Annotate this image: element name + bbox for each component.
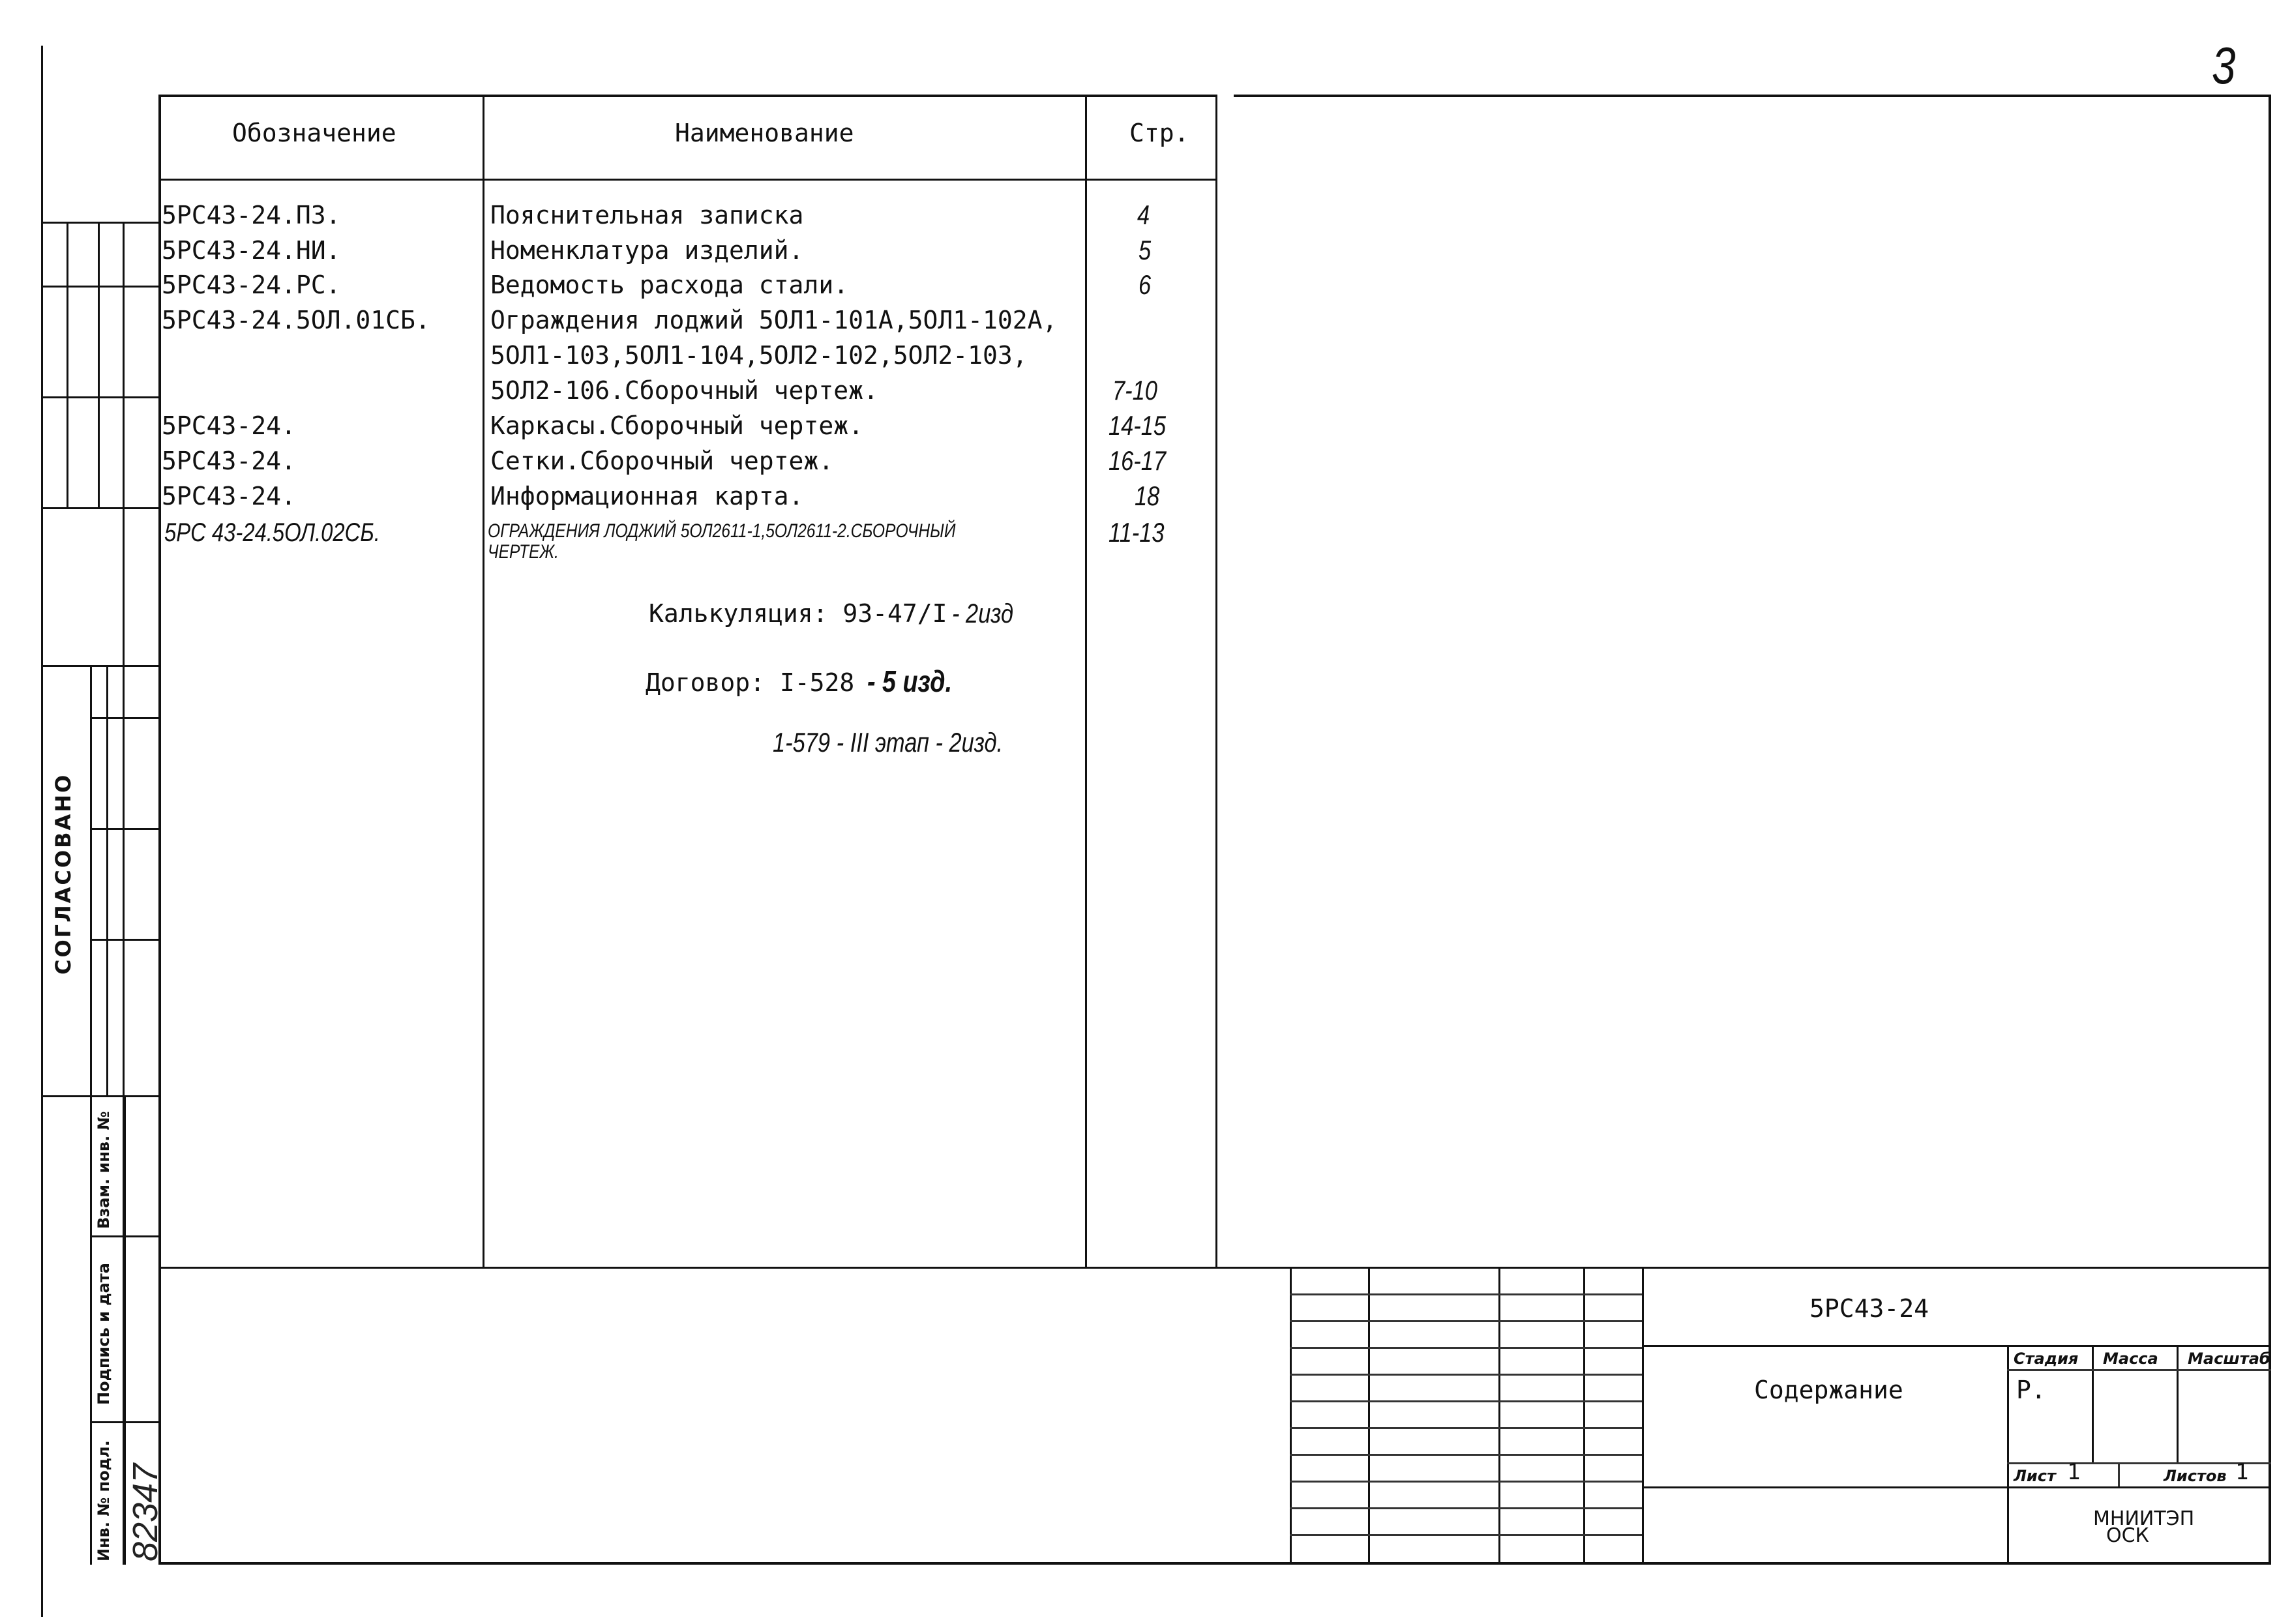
side-col-e	[106, 665, 108, 1095]
rev-row-3	[1290, 1347, 1642, 1349]
tb-line-sheet	[2007, 1462, 2271, 1464]
row-1-page: 4	[1137, 199, 1150, 230]
row-6-page: 16-17	[1109, 445, 1167, 476]
binding-line	[41, 46, 43, 1617]
page-number: 3	[2212, 37, 2236, 95]
side-h-5	[41, 665, 158, 667]
rev-row-6	[1290, 1427, 1642, 1429]
tb-col-mass	[2092, 1345, 2094, 1462]
tb-col-stage	[2007, 1345, 2009, 1565]
row-2-name: Номенклатура изделий.	[490, 236, 804, 265]
rev-col-4	[1642, 1267, 1644, 1565]
sign-date-label: Подпись и дата	[95, 1263, 113, 1405]
calc-label: Калькуляция: 93-47/I	[649, 599, 947, 628]
row-2-page: 5	[1139, 235, 1152, 265]
header-page: Стр.	[1129, 119, 1189, 147]
stage-value: Р.	[2016, 1376, 2046, 1404]
row-4-page: 7-10	[1112, 375, 1157, 406]
rev-row-9	[1290, 1507, 1642, 1509]
organization-dept: ОСК	[2106, 1524, 2149, 1547]
row-1-name: Пояснительная записка	[490, 201, 804, 229]
inv-orig-label: Инв. № подл.	[95, 1440, 113, 1561]
document-code: 5РС43-24	[1809, 1294, 1929, 1323]
side-h-8	[90, 939, 158, 941]
document-title: Содержание	[1754, 1376, 1903, 1404]
contract-value: - 5 изд.	[867, 664, 953, 698]
rev-col-2	[1498, 1267, 1500, 1565]
row-1-designation: 5РС43-24.ПЗ.	[162, 201, 341, 229]
row-8-name-line-2: ЧЕРТЕЖ.	[488, 541, 559, 563]
table-header-line	[158, 179, 1217, 181]
exchange-inv-label: Взам. инв. №	[95, 1111, 113, 1229]
calc-value: - 2изд	[952, 598, 1014, 628]
header-designation: Обозначение	[232, 119, 396, 147]
side-col-c	[67, 222, 68, 509]
rev-row-10	[1290, 1534, 1642, 1536]
row-6-designation: 5РС43-24.	[162, 447, 296, 475]
row-8-page: 11-13	[1109, 517, 1165, 548]
row-3-page: 6	[1139, 269, 1152, 300]
agreed-label: СОГЛАСОВАНО	[51, 773, 76, 975]
side-col-a	[90, 665, 92, 1565]
main-frame	[158, 95, 2271, 1565]
tb-line-stage	[2007, 1369, 2271, 1371]
inv-number: 82347	[126, 1463, 165, 1561]
stage-line: 1-579 - III этап - 2изд.	[773, 727, 1004, 758]
side-h-1	[41, 222, 158, 224]
rev-row-5	[1290, 1400, 1642, 1402]
row-5-page: 14-15	[1109, 410, 1167, 441]
tb-col-scale	[2177, 1345, 2179, 1462]
table-col-divider-3	[1215, 95, 1217, 1268]
header-name: Наименование	[675, 119, 854, 147]
side-h-4	[41, 507, 158, 509]
stage-label: Стадия	[2014, 1350, 2079, 1368]
sheet-label: Лист	[2014, 1467, 2056, 1485]
side-h-3	[41, 396, 158, 398]
rev-col-0	[1290, 1267, 1292, 1565]
scale-label: Масштаб	[2188, 1350, 2270, 1368]
tb-line-2	[1642, 1486, 2271, 1488]
rev-row-7	[1290, 1454, 1642, 1456]
row-4-designation: 5РС43-24.5ОЛ.01СБ.	[162, 306, 430, 334]
row-2-designation: 5РС43-24.НИ.	[162, 236, 341, 265]
row-3-designation: 5РС43-24.РС.	[162, 271, 341, 299]
side-h-2	[41, 286, 158, 288]
rev-col-3	[1583, 1267, 1585, 1565]
side-h-6	[90, 717, 158, 719]
row-5-designation: 5РС43-24.	[162, 411, 296, 440]
contract-label: Договор: I-528	[646, 668, 855, 697]
row-7-page: 18	[1135, 480, 1160, 511]
sheet-value: 1	[2067, 1459, 2081, 1485]
mass-label: Масса	[2103, 1350, 2158, 1368]
row-4-name-line-3: 5ОЛ2-106.Сборочный чертеж.	[490, 376, 878, 405]
row-3-name: Ведомость расхода стали.	[490, 271, 849, 299]
row-8-name-line-1: ОГРАЖДЕНИЯ ЛОДЖИЙ 5ОЛ2611-1,5ОЛ2611-2.СБОРОЧНЫЙ	[488, 520, 956, 542]
row-4-name-line-2: 5ОЛ1-103,5ОЛ1-104,5ОЛ2-102,5ОЛ2-103,	[490, 341, 1028, 370]
row-6-name: Сетки.Сборочный чертеж.	[490, 447, 834, 475]
sheets-label: Листов	[2164, 1467, 2227, 1485]
table-bottom-line	[158, 1267, 2271, 1269]
sheets-value: 1	[2235, 1459, 2249, 1485]
rev-row-2	[1290, 1320, 1642, 1322]
tb-col-sheet	[2118, 1462, 2120, 1486]
row-5-name: Каркасы.Сборочный чертеж.	[490, 411, 863, 440]
side-h-9	[41, 1095, 158, 1097]
frame-gap	[1217, 91, 1234, 99]
table-col-divider-2	[1085, 95, 1087, 1268]
rev-row-8	[1290, 1481, 1642, 1483]
row-4-name-line-1: Ограждения лоджий 5ОЛ1-101А,5ОЛ1-102А,	[490, 306, 1058, 334]
organization: МНИИТЭП	[2093, 1507, 2195, 1530]
row-7-designation: 5РС43-24.	[162, 482, 296, 510]
table-col-divider-1	[483, 95, 484, 1268]
rev-row-4	[1290, 1374, 1642, 1376]
side-h-7	[90, 828, 158, 830]
row-7-name: Информационная карта.	[490, 482, 804, 510]
row-8-designation: 5РС 43-24.5ОЛ.02СБ.	[164, 518, 380, 547]
rev-col-1	[1368, 1267, 1370, 1565]
rev-row-1	[1290, 1293, 1642, 1295]
side-col-d	[98, 222, 100, 509]
